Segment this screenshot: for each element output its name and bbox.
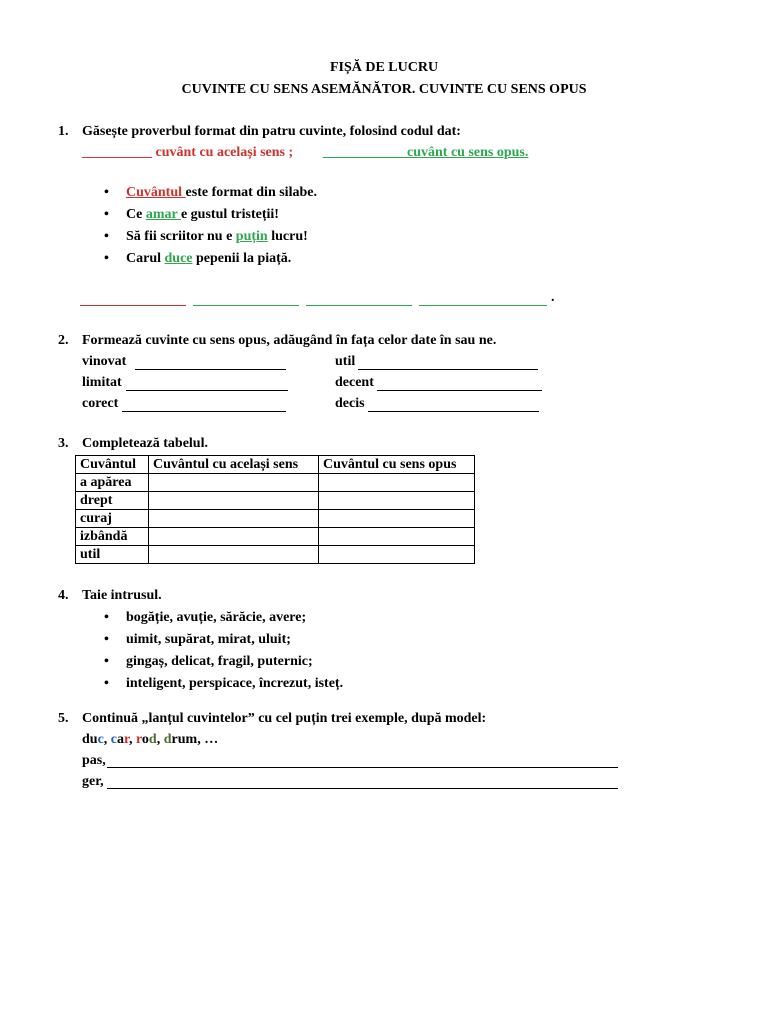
q1-bullet-1-word: Cuvântul	[126, 185, 186, 200]
q1-bullet-1-post: este format din silabe.	[185, 185, 317, 200]
q4-item-1[interactable]: • bogăție, avuție, sărăcie, avere;	[126, 610, 306, 626]
q1-bullet-4-word: duce	[164, 251, 193, 266]
q4-instruction: Taie intrusul.	[82, 588, 162, 603]
table-cell-same-sense[interactable]	[149, 546, 319, 564]
q1-bullet-4-pre: Carul	[126, 251, 165, 266]
q1-bullet-3-word: puțin	[235, 229, 268, 244]
table-cell-word: util	[76, 546, 149, 564]
page-title: FIȘĂ DE LUCRU	[329, 60, 439, 75]
page-subtitle: CUVINTE CU SENS ASEMĂNĂTOR. CUVINTE CU SENS OPUS	[181, 82, 587, 97]
q5-model-duc-last: c	[97, 732, 104, 747]
q2-answer-right-1[interactable]	[358, 369, 538, 370]
q5-model-drum-rest: rum	[171, 732, 198, 747]
q5-model-rod-last: d	[148, 732, 157, 747]
q2-answer-left-2[interactable]	[126, 390, 288, 391]
q1-bullet-3-post: lucru!	[267, 229, 308, 244]
q5-model-rod-mid: o	[141, 732, 149, 747]
q1-bullet-3-pre: Să fii scriitor nu e	[126, 229, 236, 244]
q2-word-right-2: decent	[335, 375, 374, 390]
q1-bullet-4-post: pepenii la piață.	[192, 251, 292, 266]
table-row	[76, 492, 475, 510]
q1-bullet-2	[126, 207, 279, 223]
table-cell-word: a apărea	[76, 474, 149, 492]
q5-number: 5.	[58, 711, 69, 726]
table-row	[76, 474, 475, 492]
table-header-cell: Cuvântul cu același sens	[149, 456, 319, 474]
q5-model-duc-stem: du	[82, 732, 98, 747]
q4-item-3[interactable]: • gingaș, delicat, fragil, puternic;	[126, 654, 313, 670]
table-cell-same-sense[interactable]	[149, 474, 319, 492]
q3-table	[75, 455, 475, 564]
q2-answer-left-1[interactable]	[135, 369, 286, 370]
q1-answer-line-2[interactable]	[193, 305, 299, 306]
table-cell-same-sense[interactable]	[149, 510, 319, 528]
q4-item-2[interactable]: • uimit, supărat, mirat, uluit;	[126, 632, 291, 648]
q5-model-sep: ,	[128, 732, 136, 747]
q5-model-drum-first: d	[163, 732, 172, 747]
table-cell-word: curaj	[76, 510, 149, 528]
q2-word-right-3: decis	[335, 396, 365, 411]
q1-bullet-4	[126, 251, 291, 267]
q5-model	[82, 732, 218, 748]
q5-model-car-mid: a	[117, 732, 125, 747]
q2-number: 2.	[58, 333, 69, 348]
q2-word-left-1: vinovat	[82, 354, 127, 369]
q1-bullet-2-word: amar	[145, 207, 181, 222]
q1-answer-line-1[interactable]	[80, 305, 186, 306]
q2-word-left-2: limitat	[82, 375, 122, 390]
q1-code-same-sense: __________ cuvânt cu același sens ;	[82, 145, 294, 160]
q5-answer-line-1[interactable]	[107, 767, 618, 768]
q1-bullet-2-post: e gustul tristeții!	[180, 207, 279, 222]
q5-model-car-first: c	[110, 732, 118, 747]
table-header-cell: Cuvântul cu sens opus	[319, 456, 475, 474]
q3-number: 3.	[58, 436, 69, 451]
table-cell-opposite-sense[interactable]	[319, 474, 475, 492]
q5-line-label-2: ger,	[82, 774, 104, 789]
table-cell-opposite-sense[interactable]	[319, 510, 475, 528]
q5-model-sep: ,	[156, 732, 164, 747]
table-cell-opposite-sense[interactable]	[319, 492, 475, 510]
q1-code-opposite-sense: ____________cuvânt cu sens opus.	[323, 145, 529, 160]
q1-number: 1.	[58, 124, 69, 139]
q1-answer-line-3[interactable]	[306, 305, 412, 306]
q2-answer-right-2[interactable]	[377, 390, 542, 391]
q2-word-left-3: corect	[82, 396, 119, 411]
q5-model-sep: ,	[103, 732, 111, 747]
q5-answer-line-2[interactable]	[107, 788, 618, 789]
table-row	[76, 510, 475, 528]
q1-answer-line-4[interactable]	[419, 305, 547, 306]
table-cell-word: drept	[76, 492, 149, 510]
q5-model-tail: , …	[197, 732, 219, 747]
table-row	[76, 528, 475, 546]
table-row	[76, 546, 475, 564]
q2-answer-left-3[interactable]	[122, 411, 286, 412]
q3-instruction: Completează tabelul.	[82, 436, 208, 451]
q1-bullet-3	[126, 229, 308, 245]
table-cell-word: izbândă	[76, 528, 149, 546]
table-cell-opposite-sense[interactable]	[319, 528, 475, 546]
q5-model-rod-first: r	[135, 732, 142, 747]
table-cell-same-sense[interactable]	[149, 528, 319, 546]
table-header-row	[76, 456, 475, 474]
table-header-cell: Cuvântul	[76, 456, 149, 474]
table-cell-opposite-sense[interactable]	[319, 546, 475, 564]
q4-number: 4.	[58, 588, 69, 603]
table-cell-same-sense[interactable]	[149, 492, 319, 510]
q1-bullet-1	[126, 185, 317, 201]
q1-bullet-2-pre: Ce	[126, 207, 146, 222]
q4-item-4[interactable]: • inteligent, perspicace, încrezut, isteț.	[126, 676, 343, 692]
q5-instruction: Continuă „lanțul cuvintelor” cu cel puțin trei exemple, după model:	[82, 711, 487, 726]
q2-answer-right-3[interactable]	[368, 411, 539, 412]
q1-instruction: Găsește proverbul format din patru cuvinte, folosind codul dat:	[82, 124, 461, 139]
q1-answer-end: .	[551, 290, 555, 305]
q5-model-car-last: r	[124, 732, 129, 747]
q2-word-right-1: util	[335, 354, 356, 369]
q2-instruction: Formează cuvinte cu sens opus, adăugând în fața celor date în sau ne.	[82, 333, 497, 348]
q5-line-label-1: pas,	[82, 753, 106, 768]
